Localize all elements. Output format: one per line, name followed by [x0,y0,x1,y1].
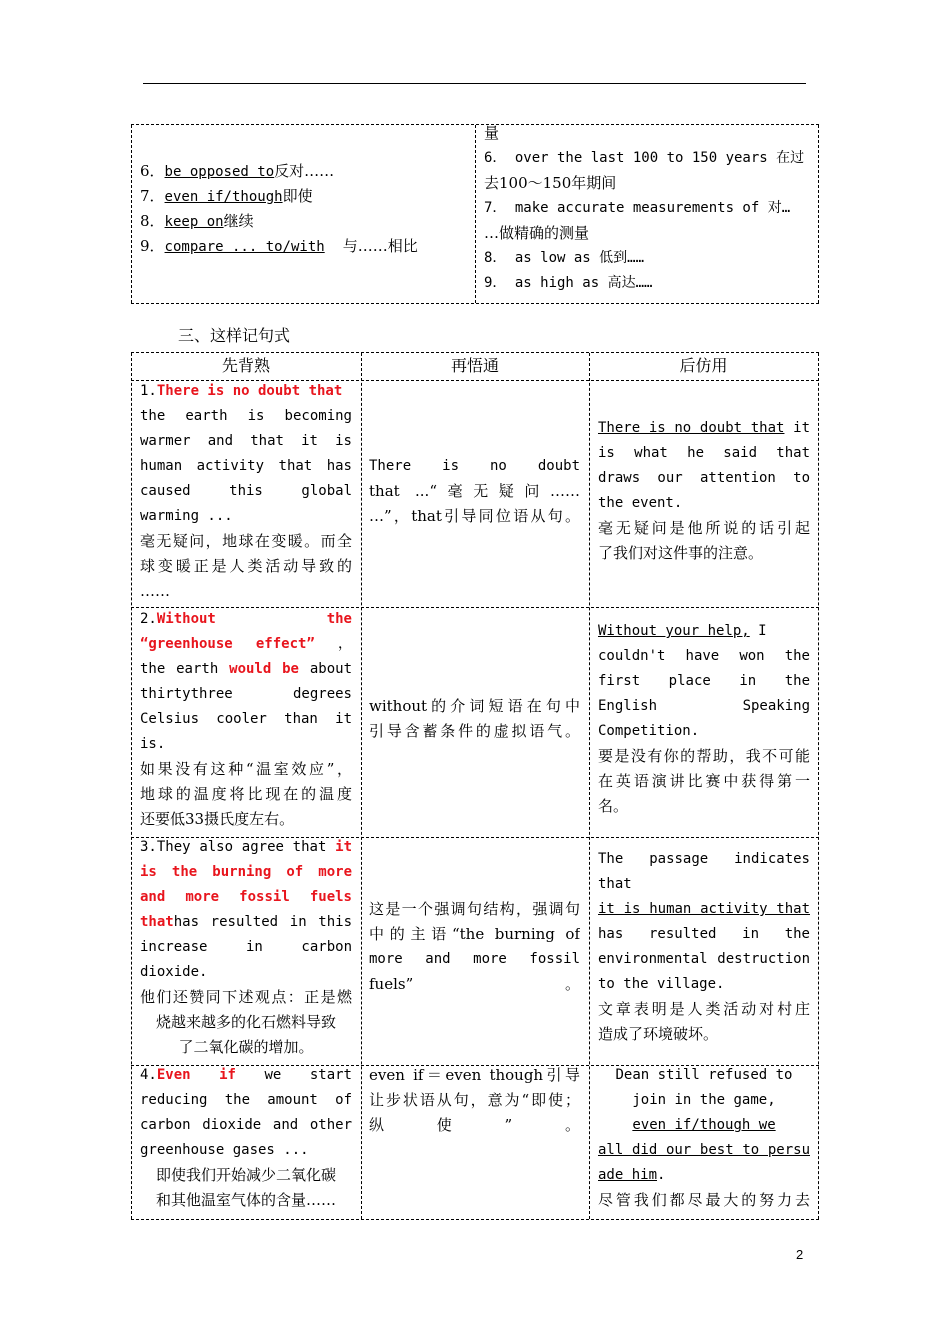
row4-understand: even if＝even though引导 让步状语从句，意为“即使； 纵使”。 [369,1066,580,1134]
phrase-item: 9．compare ... to/with 与……相比 [140,237,418,255]
row4-imitate: Dean still refused to join in the game, even if/though we all did our best to persu ade him. 尽管我们都尽最大的努力去 [598,1067,810,1209]
sentence-line: 1.There is no doubt that [140,383,343,399]
key-structure: “greenhouse effect” [140,636,315,652]
header-memorize: 先背熟 [221,356,270,375]
key-structure: is the burning of more [140,864,352,880]
phrase-en: even if/though [164,189,283,205]
phrase-table [131,124,819,304]
table-border-left [131,353,132,1219]
phrase-item: 7．even if/though即使 [140,187,313,205]
underlined-structure: all did our best to persu [598,1142,810,1158]
section-title: 三、这样记句式 [178,326,291,345]
phrase-table-left-border [131,125,132,303]
phrase-item: 8．keep on继续 [140,212,254,230]
row2-understand: without的介词短语在句中 引导含蓄条件的虚拟语气。 [369,697,580,740]
row3-memorize: 3.They also agree that it is the burning of more and more fossil fuels thathas resulted in this increase in carbon dioxide. 他们还赞同下述观点：正是燃 烧越来越多的化石燃料导致 了二氧化碳的增加。 [140,839,352,1056]
row2-imitate: Without your help, I couldn't have won the first place in the English Speaking Competition. 要是没有你的帮助，我不可能 在英语演讲比赛中获得第一 名。 [598,623,810,815]
phrase-item: 6．be opposed to反对…… [140,162,335,180]
phrase-line: 7． make accurate measurements of 对… [484,200,791,216]
underlined-structure: it is human activity that [598,901,810,917]
underlined-structure: even if/though we [632,1117,776,1133]
page-number: 2 [796,1247,804,1262]
underlined-structure: Without your help, [598,623,750,639]
underlined-structure: There is no doubt that [598,420,785,436]
table-divider-2 [589,353,590,1219]
row1-memorize: 1.There is no doubt that the earth is becoming warmer and that it is human activity that has caused this global warming ... 毫无疑问，地球在变暖。而全 球变暖正是人类活动导致的 …… [140,379,352,604]
row3-imitate: The passage indicates that it is human activity that has resulted in the environmental destruction to the village. 文章表明是人类活动对村庄 造成了环境破坏。 [598,851,810,1043]
key-structure: and more fossil fuels [140,889,352,905]
header-understand: 再悟通 [450,356,499,375]
row4-memorize: 4.Even if we start reducing the amount of carbon dioxide and other greenhouse gases ... 即使我们开始减少二氧化碳 和其他温室气体的含量…… [140,1067,352,1209]
key-structure: There is no doubt that [156,383,343,399]
phrase-line: …做精确的测量 [484,224,590,242]
header-imitate: 后仿用 [679,356,728,375]
phrase-table-divider [475,125,476,303]
row3-understand: 这是一个强调句结构，强调句 中的主语“the burning of more and more fossil fuels”。 [369,900,580,993]
key-structure: Even if [156,1067,236,1083]
phrase-en: be opposed to [164,164,275,180]
phrase-list-left [140,159,470,259]
row1-imitate: There is no doubt that it is what he said that draws our attention to the event. 毫无疑问是他所说的话引起 了我们对这件事的注意。 [598,420,810,562]
header-rule [143,83,806,84]
phrase-line: 去100～150年期间 [484,174,617,192]
phrase-list-right [484,121,814,296]
row2-memorize: 2.Without the “greenhouse effect” ， the earth would be about thirtythree degrees Celsius cooler than it is. 如果没有这种“温室效应”， 地球的温度将比现在的温度 还要低33摄氏度左右。 [140,611,352,828]
table-divider-1 [361,353,362,1219]
phrase-line: 9． as high as 高达…… [484,275,653,291]
phrase-line: 8． as low as 低到…… [484,250,645,266]
phrase-line: 量 [484,124,500,142]
phrase-en: keep on [164,214,224,230]
table-border-right [818,353,819,1219]
phrase-en: compare ... to/with [164,239,325,255]
phrase-table-right-border [818,125,819,303]
row1-understand: There is no doubt that ...“毫无疑问…… …”，that引导同位语从句。 [369,458,580,525]
sentence-table [131,352,819,1220]
phrase-line: 6． over the last 100 to 150 years 在过 [484,150,805,166]
